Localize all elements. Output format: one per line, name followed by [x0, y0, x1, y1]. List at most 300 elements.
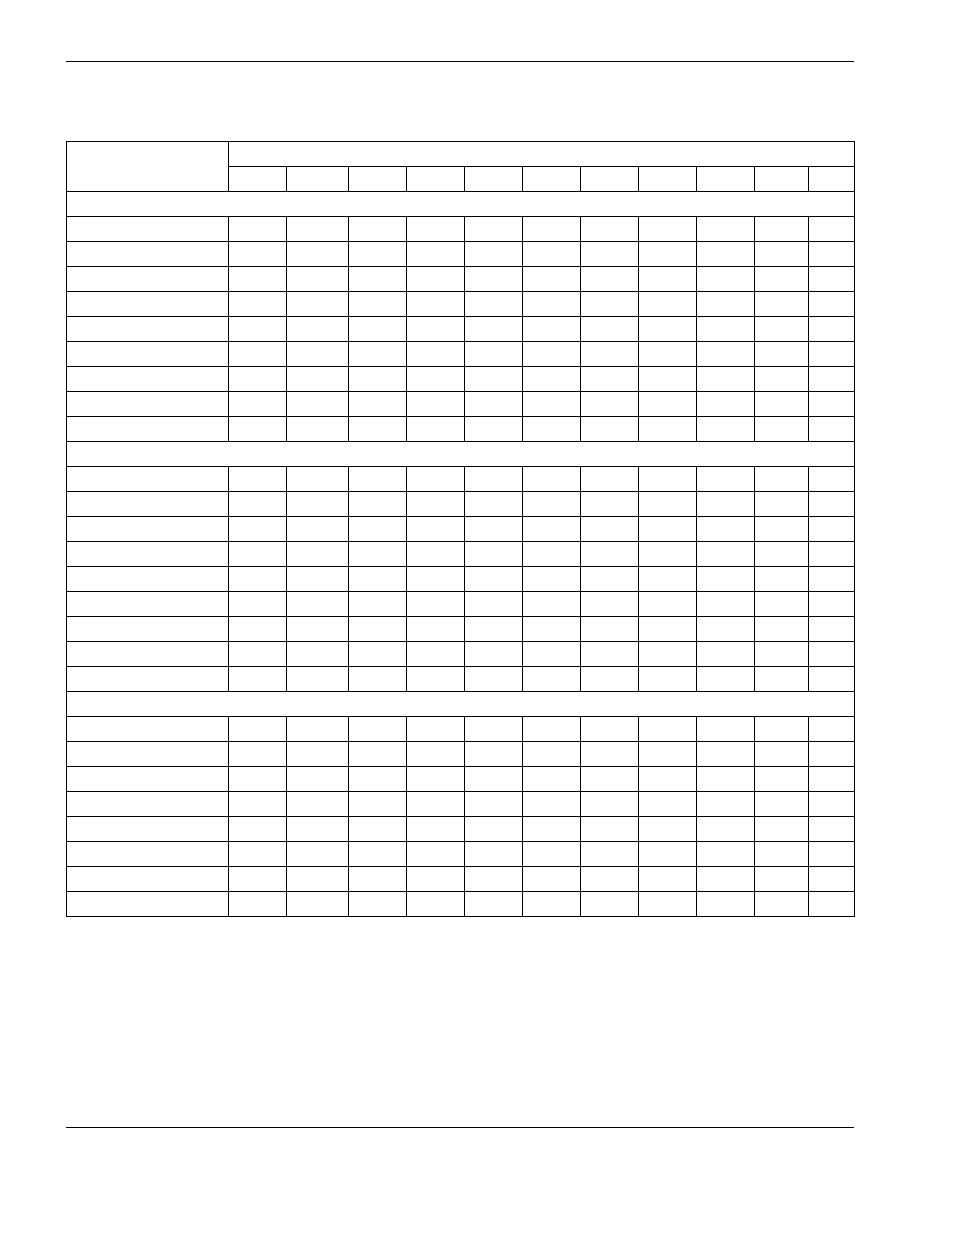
row-cell [639, 642, 697, 667]
row-cell [349, 492, 407, 517]
row-cell [407, 492, 465, 517]
row-cell [349, 542, 407, 567]
row-cell [697, 592, 755, 617]
column-header-cell [697, 167, 755, 192]
row-cell [465, 667, 523, 692]
table-row [67, 842, 855, 867]
row-cell [639, 367, 697, 392]
row-stub [67, 392, 229, 417]
row-cell [697, 467, 755, 492]
row-cell [639, 617, 697, 642]
row-cell [809, 367, 855, 392]
row-cell [581, 767, 639, 792]
row-cell [581, 417, 639, 442]
row-cell [809, 517, 855, 542]
row-cell [523, 367, 581, 392]
row-cell [349, 417, 407, 442]
row-cell [809, 392, 855, 417]
row-cell [809, 467, 855, 492]
row-cell [523, 717, 581, 742]
row-cell [407, 767, 465, 792]
row-cell [465, 617, 523, 642]
row-stub [67, 242, 229, 267]
row-cell [349, 392, 407, 417]
table-row [67, 617, 855, 642]
row-cell [465, 242, 523, 267]
row-cell [349, 567, 407, 592]
row-cell [639, 792, 697, 817]
row-stub [67, 567, 229, 592]
row-cell [697, 842, 755, 867]
row-cell [229, 842, 287, 867]
row-cell [639, 517, 697, 542]
row-cell [287, 492, 349, 517]
row-cell [287, 817, 349, 842]
row-cell [229, 617, 287, 642]
row-cell [407, 242, 465, 267]
row-cell [639, 817, 697, 842]
row-cell [755, 367, 809, 392]
row-cell [755, 392, 809, 417]
row-cell [287, 867, 349, 892]
row-cell [697, 542, 755, 567]
row-cell [349, 517, 407, 542]
row-cell [697, 242, 755, 267]
row-cell [465, 342, 523, 367]
row-cell [229, 467, 287, 492]
row-cell [639, 742, 697, 767]
row-cell [809, 317, 855, 342]
row-cell [581, 492, 639, 517]
row-stub [67, 267, 229, 292]
row-cell [581, 892, 639, 917]
row-cell [287, 342, 349, 367]
row-cell [755, 292, 809, 317]
row-cell [465, 217, 523, 242]
table-row [67, 317, 855, 342]
row-cell [755, 492, 809, 517]
section-band-label [67, 442, 855, 467]
row-cell [465, 467, 523, 492]
row-cell [229, 242, 287, 267]
row-cell [229, 592, 287, 617]
row-cell [809, 417, 855, 442]
row-cell [755, 792, 809, 817]
row-cell [523, 492, 581, 517]
row-cell [809, 617, 855, 642]
row-cell [349, 267, 407, 292]
row-cell [755, 842, 809, 867]
row-cell [407, 267, 465, 292]
row-cell [523, 517, 581, 542]
row-stub [67, 467, 229, 492]
row-stub [67, 617, 229, 642]
row-cell [755, 317, 809, 342]
row-cell [809, 242, 855, 267]
row-cell [465, 717, 523, 742]
table-row [67, 242, 855, 267]
table-row [67, 742, 855, 767]
row-cell [639, 592, 697, 617]
row-cell [407, 342, 465, 367]
row-cell [639, 317, 697, 342]
footer-rule [66, 1127, 854, 1128]
row-stub [67, 842, 229, 867]
row-cell [407, 617, 465, 642]
row-cell [809, 792, 855, 817]
row-cell [755, 567, 809, 592]
row-cell [523, 592, 581, 617]
row-cell [287, 767, 349, 792]
row-cell [581, 517, 639, 542]
table-body [67, 192, 855, 917]
row-cell [465, 267, 523, 292]
column-header-cell [639, 167, 697, 192]
row-cell [523, 767, 581, 792]
row-cell [229, 742, 287, 767]
row-cell [465, 492, 523, 517]
row-cell [349, 617, 407, 642]
row-cell [809, 867, 855, 892]
table-row [67, 292, 855, 317]
row-cell [287, 892, 349, 917]
table-row [67, 642, 855, 667]
row-cell [697, 567, 755, 592]
row-cell [287, 517, 349, 542]
row-cell [229, 367, 287, 392]
row-cell [465, 817, 523, 842]
row-cell [349, 767, 407, 792]
row-cell [639, 217, 697, 242]
row-cell [581, 567, 639, 592]
table-row [67, 342, 855, 367]
row-cell [229, 317, 287, 342]
row-cell [229, 892, 287, 917]
row-cell [809, 567, 855, 592]
row-cell [287, 567, 349, 592]
row-cell [809, 492, 855, 517]
row-cell [465, 542, 523, 567]
row-cell [287, 617, 349, 642]
row-cell [465, 392, 523, 417]
row-cell [407, 317, 465, 342]
column-header-cell [755, 167, 809, 192]
column-header-cell [229, 167, 287, 192]
table-row [67, 867, 855, 892]
row-cell [755, 767, 809, 792]
row-cell [697, 892, 755, 917]
row-cell [755, 892, 809, 917]
table-row [67, 667, 855, 692]
row-cell [407, 467, 465, 492]
row-stub [67, 517, 229, 542]
row-cell [809, 542, 855, 567]
stub-header [67, 142, 229, 192]
row-cell [755, 267, 809, 292]
row-cell [465, 742, 523, 767]
row-cell [287, 842, 349, 867]
row-cell [407, 792, 465, 817]
row-cell [581, 342, 639, 367]
row-cell [349, 217, 407, 242]
row-cell [349, 667, 407, 692]
row-cell [407, 867, 465, 892]
row-cell [229, 542, 287, 567]
table-row [67, 792, 855, 817]
row-cell [407, 392, 465, 417]
row-cell [523, 792, 581, 817]
row-cell [639, 342, 697, 367]
row-cell [755, 642, 809, 667]
table-row [67, 767, 855, 792]
row-cell [809, 342, 855, 367]
row-stub [67, 417, 229, 442]
row-cell [697, 367, 755, 392]
table-row [67, 417, 855, 442]
row-cell [581, 842, 639, 867]
row-cell [287, 267, 349, 292]
row-cell [581, 667, 639, 692]
row-cell [639, 267, 697, 292]
table-row [67, 567, 855, 592]
row-stub [67, 867, 229, 892]
row-cell [809, 217, 855, 242]
row-stub [67, 592, 229, 617]
row-cell [287, 742, 349, 767]
row-stub [67, 342, 229, 367]
row-cell [229, 567, 287, 592]
row-cell [581, 292, 639, 317]
row-cell [465, 767, 523, 792]
row-cell [407, 517, 465, 542]
row-cell [287, 542, 349, 567]
row-cell [639, 867, 697, 892]
table-header-group-row [67, 142, 855, 167]
row-cell [465, 867, 523, 892]
row-cell [465, 292, 523, 317]
row-cell [407, 292, 465, 317]
row-cell [407, 892, 465, 917]
header-rule [66, 61, 854, 62]
row-cell [639, 492, 697, 517]
row-cell [465, 642, 523, 667]
row-cell [349, 317, 407, 342]
row-cell [755, 817, 809, 842]
row-cell [349, 842, 407, 867]
row-cell [523, 842, 581, 867]
row-cell [809, 667, 855, 692]
row-stub [67, 892, 229, 917]
row-stub [67, 767, 229, 792]
row-cell [755, 342, 809, 367]
row-cell [349, 467, 407, 492]
row-cell [523, 667, 581, 692]
row-cell [407, 667, 465, 692]
row-cell [523, 317, 581, 342]
row-cell [465, 592, 523, 617]
row-stub [67, 367, 229, 392]
row-cell [523, 567, 581, 592]
row-cell [465, 567, 523, 592]
row-cell [639, 892, 697, 917]
row-cell [755, 617, 809, 642]
row-cell [229, 342, 287, 367]
table-row [67, 542, 855, 567]
row-cell [581, 792, 639, 817]
row-cell [697, 392, 755, 417]
row-cell [229, 642, 287, 667]
row-cell [809, 267, 855, 292]
row-cell [349, 242, 407, 267]
row-cell [755, 467, 809, 492]
row-cell [523, 467, 581, 492]
row-cell [809, 717, 855, 742]
row-cell [229, 292, 287, 317]
section-band-row [67, 192, 855, 217]
row-cell [229, 717, 287, 742]
row-cell [697, 617, 755, 642]
row-cell [407, 542, 465, 567]
row-cell [465, 317, 523, 342]
row-cell [639, 292, 697, 317]
row-cell [523, 742, 581, 767]
table-row [67, 217, 855, 242]
row-cell [523, 642, 581, 667]
row-cell [229, 392, 287, 417]
table-row [67, 467, 855, 492]
row-cell [755, 667, 809, 692]
row-cell [349, 892, 407, 917]
section-band-row [67, 692, 855, 717]
row-cell [639, 417, 697, 442]
row-cell [523, 617, 581, 642]
row-cell [287, 367, 349, 392]
row-cell [523, 217, 581, 242]
row-cell [287, 717, 349, 742]
row-cell [697, 792, 755, 817]
row-cell [581, 367, 639, 392]
row-cell [523, 417, 581, 442]
table-row [67, 592, 855, 617]
column-group-header [229, 142, 855, 167]
row-cell [287, 292, 349, 317]
row-cell [407, 642, 465, 667]
row-cell [287, 217, 349, 242]
row-cell [581, 617, 639, 642]
row-cell [581, 267, 639, 292]
row-cell [407, 567, 465, 592]
column-header-cell [523, 167, 581, 192]
row-cell [287, 592, 349, 617]
row-cell [581, 742, 639, 767]
row-cell [287, 242, 349, 267]
table-row [67, 892, 855, 917]
column-header-cell [809, 167, 855, 192]
row-cell [697, 767, 755, 792]
row-cell [407, 217, 465, 242]
row-cell [523, 542, 581, 567]
row-cell [287, 317, 349, 342]
row-cell [581, 542, 639, 567]
row-cell [639, 667, 697, 692]
row-stub [67, 667, 229, 692]
row-cell [349, 817, 407, 842]
row-cell [755, 217, 809, 242]
row-cell [755, 242, 809, 267]
row-cell [349, 867, 407, 892]
row-cell [755, 542, 809, 567]
row-cell [639, 392, 697, 417]
row-cell [229, 667, 287, 692]
row-cell [809, 642, 855, 667]
row-cell [287, 392, 349, 417]
table-row [67, 517, 855, 542]
row-cell [697, 217, 755, 242]
row-stub [67, 742, 229, 767]
column-header-cell [465, 167, 523, 192]
column-header-cell [581, 167, 639, 192]
row-cell [287, 467, 349, 492]
row-cell [349, 642, 407, 667]
row-cell [523, 292, 581, 317]
row-stub [67, 292, 229, 317]
row-stub [67, 317, 229, 342]
row-cell [697, 267, 755, 292]
row-cell [697, 817, 755, 842]
row-cell [407, 367, 465, 392]
row-cell [523, 267, 581, 292]
row-cell [407, 817, 465, 842]
row-cell [349, 292, 407, 317]
row-cell [407, 717, 465, 742]
row-cell [349, 717, 407, 742]
row-cell [465, 892, 523, 917]
column-header-cell [349, 167, 407, 192]
row-cell [229, 267, 287, 292]
row-cell [581, 717, 639, 742]
row-cell [809, 592, 855, 617]
row-cell [349, 367, 407, 392]
row-cell [523, 392, 581, 417]
row-cell [229, 517, 287, 542]
row-cell [229, 217, 287, 242]
row-stub [67, 792, 229, 817]
row-cell [407, 417, 465, 442]
row-cell [349, 742, 407, 767]
section-band-label [67, 692, 855, 717]
row-cell [755, 742, 809, 767]
row-cell [407, 742, 465, 767]
row-cell [639, 717, 697, 742]
row-cell [523, 867, 581, 892]
row-cell [581, 242, 639, 267]
row-cell [755, 867, 809, 892]
row-cell [465, 842, 523, 867]
section-band-label [67, 192, 855, 217]
row-cell [465, 517, 523, 542]
row-cell [697, 867, 755, 892]
row-cell [465, 367, 523, 392]
row-cell [581, 867, 639, 892]
row-cell [809, 292, 855, 317]
row-cell [407, 842, 465, 867]
row-cell [809, 892, 855, 917]
table-row [67, 717, 855, 742]
row-cell [229, 492, 287, 517]
row-cell [697, 642, 755, 667]
row-cell [229, 817, 287, 842]
row-cell [697, 717, 755, 742]
